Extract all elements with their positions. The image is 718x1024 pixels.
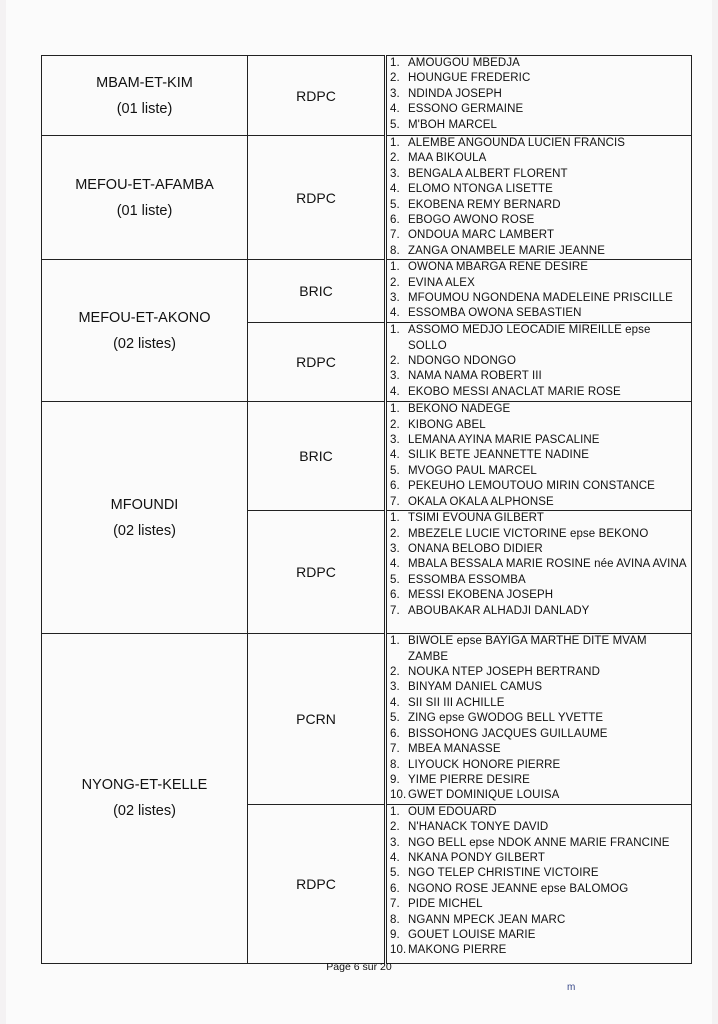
candidate-number: 1. bbox=[390, 805, 400, 818]
candidate-number: 6. bbox=[390, 727, 400, 740]
candidate-item bbox=[387, 542, 691, 557]
candidate-item bbox=[387, 588, 691, 603]
party-name: PCRN bbox=[248, 634, 386, 804]
candidate-name: NDINDA JOSEPH bbox=[408, 87, 502, 100]
list-count: (01 liste) bbox=[116, 202, 173, 219]
candidate-number: 3. bbox=[390, 836, 400, 849]
candidate-list bbox=[387, 402, 691, 510]
candidate-item bbox=[387, 604, 691, 619]
candidate-item bbox=[387, 385, 691, 400]
candidate-number: 1. bbox=[390, 635, 400, 648]
candidate-name: NGONO ROSE JEANNE epse BALOMOG bbox=[408, 882, 629, 895]
candidate-item bbox=[387, 897, 691, 912]
candidate-item bbox=[387, 464, 691, 479]
candidate-item bbox=[387, 773, 691, 788]
candidate-name: NGO BELL epse NDOK ANNE MARIE FRANCINE bbox=[408, 836, 670, 849]
candidate-number: 5. bbox=[390, 464, 400, 477]
candidate-number: 4. bbox=[390, 851, 400, 864]
candidate-name: TSIMI EVOUNA GILBERT bbox=[408, 512, 544, 525]
candidate-number: 8. bbox=[390, 758, 400, 771]
candidate-item bbox=[387, 820, 691, 835]
candidate-number: 7. bbox=[390, 743, 400, 756]
candidate-item bbox=[387, 276, 691, 291]
candidate-number: 10. bbox=[390, 944, 407, 957]
candidate-name: PEKEUHO LEMOUTOUO MIRIN CONSTANCE bbox=[408, 480, 655, 493]
candidate-number: 2. bbox=[390, 418, 400, 431]
candidate-name: GOUET LOUISE MARIE bbox=[408, 928, 536, 941]
candidate-item bbox=[387, 151, 691, 166]
list-row bbox=[42, 56, 692, 136]
candidate-number: 2. bbox=[390, 666, 400, 679]
signature-mark: m bbox=[567, 982, 576, 993]
candidate-list bbox=[387, 805, 691, 959]
candidate-item bbox=[387, 167, 691, 182]
candidate-number: 2. bbox=[390, 355, 400, 368]
candidate-name: MBEZELE LUCIE VICTORINE epse BEKONO bbox=[408, 527, 649, 540]
candidate-item bbox=[387, 557, 691, 572]
candidate-name: MESSI EKOBENA JOSEPH bbox=[408, 589, 554, 602]
party-name: BRIC bbox=[248, 402, 386, 511]
candidate-list bbox=[387, 260, 691, 322]
candidate-item bbox=[387, 102, 691, 117]
candidate-name: M'BOH MARCEL bbox=[408, 118, 498, 131]
candidate-number: 3. bbox=[390, 370, 400, 383]
candidate-item bbox=[387, 306, 691, 321]
candidate-name: ZANGA ONAMBELE MARIE JEANNE bbox=[408, 244, 605, 257]
party-name: RDPC bbox=[248, 323, 386, 402]
candidate-item bbox=[387, 573, 691, 588]
candidate-number: 6. bbox=[390, 214, 400, 227]
candidate-name: ESSOMBA OWONA SEBASTIEN bbox=[408, 307, 582, 320]
party-name: RDPC bbox=[248, 136, 386, 260]
candidate-number: 3. bbox=[390, 167, 400, 180]
candidate-list-cell bbox=[386, 260, 692, 323]
candidate-number: 2. bbox=[390, 152, 400, 165]
candidate-number: 1. bbox=[390, 512, 400, 525]
candidate-item bbox=[387, 851, 691, 866]
candidate-name: LEMANA AYINA MARIE PASCALINE bbox=[408, 434, 600, 447]
candidate-name: MAKONG PIERRE bbox=[408, 944, 507, 957]
candidate-item bbox=[387, 742, 691, 757]
candidate-number: 3. bbox=[390, 543, 400, 556]
candidate-number: 5. bbox=[390, 712, 400, 725]
candidate-item bbox=[387, 758, 691, 773]
candidate-number: 4. bbox=[390, 558, 400, 571]
candidate-number: 5. bbox=[390, 867, 400, 880]
list-count: (01 liste) bbox=[116, 100, 173, 117]
candidate-number: 6. bbox=[390, 589, 400, 602]
candidate-name: EKOBO MESSI ANACLAT MARIE ROSE bbox=[408, 385, 621, 398]
candidate-name: BIWOLE epse BAYIGA MARTHE DITE MVAM ZAMBE bbox=[408, 635, 647, 663]
candidate-item bbox=[387, 711, 691, 726]
department-name: MFOUNDI bbox=[110, 496, 179, 513]
candidate-name: ALEMBE ANGOUNDA LUCIEN FRANCIS bbox=[408, 137, 626, 149]
candidate-name: MAA BIKOULA bbox=[408, 152, 487, 165]
candidate-item bbox=[387, 634, 691, 665]
candidate-number: 3. bbox=[390, 292, 400, 305]
candidate-name: MBEA MANASSE bbox=[408, 743, 501, 756]
candidate-list bbox=[387, 511, 691, 619]
candidate-item bbox=[387, 913, 691, 928]
candidate-name: ASSOMO MEDJO LEOCADIE MIREILLE epse SOLLO bbox=[408, 324, 651, 352]
candidate-number: 6. bbox=[390, 480, 400, 493]
candidate-number: 2. bbox=[390, 527, 400, 540]
candidate-name: SII SII III ACHILLE bbox=[408, 696, 505, 709]
candidate-number: 1. bbox=[390, 403, 400, 416]
candidate-number: 4. bbox=[390, 183, 400, 196]
candidate-name: NKANA PONDY GILBERT bbox=[408, 851, 545, 864]
list-row bbox=[42, 634, 692, 804]
candidate-name: ZING epse GWODOG BELL YVETTE bbox=[408, 712, 604, 725]
candidate-name: BINYAM DANIEL CAMUS bbox=[408, 681, 543, 694]
candidate-number: 1. bbox=[390, 324, 400, 337]
list-count: (02 listes) bbox=[113, 335, 176, 352]
candidate-item bbox=[387, 696, 691, 711]
candidate-number: 9. bbox=[390, 773, 400, 786]
candidate-name: BEKONO NADEGE bbox=[408, 403, 511, 416]
candidate-name: MVOGO PAUL MARCEL bbox=[408, 464, 537, 477]
candidate-number: 8. bbox=[390, 244, 400, 257]
candidate-name: OUM EDOUARD bbox=[408, 805, 497, 818]
candidate-number: 3. bbox=[390, 87, 400, 100]
candidate-list-cell bbox=[386, 804, 692, 963]
candidate-item bbox=[387, 495, 691, 510]
candidate-name: KIBONG ABEL bbox=[408, 418, 486, 431]
candidate-name: EBOGO AWONO ROSE bbox=[408, 214, 535, 227]
list-row bbox=[42, 260, 692, 323]
candidate-name: EVINA ALEX bbox=[408, 276, 475, 289]
candidate-number: 3. bbox=[390, 434, 400, 447]
candidate-name: NAMA NAMA ROBERT III bbox=[408, 370, 542, 383]
candidate-name: BISSOHONG JACQUES GUILLAUME bbox=[408, 727, 608, 740]
candidate-item bbox=[387, 87, 691, 102]
candidate-item bbox=[387, 323, 691, 354]
candidate-name: HOUNGUE FREDERIC bbox=[408, 72, 531, 85]
candidate-item bbox=[387, 788, 691, 803]
candidate-list-cell bbox=[386, 634, 692, 804]
candidate-lists-table bbox=[41, 55, 692, 964]
department-name: MEFOU-ET-AKONO bbox=[78, 309, 211, 326]
candidate-list-cell bbox=[386, 323, 692, 402]
candidate-name: PIDE MICHEL bbox=[408, 898, 483, 911]
candidate-number: 7. bbox=[390, 898, 400, 911]
candidate-item bbox=[387, 448, 691, 463]
candidate-list bbox=[387, 323, 691, 400]
candidate-item bbox=[387, 71, 691, 86]
department-cell bbox=[42, 56, 248, 136]
candidate-item bbox=[387, 213, 691, 228]
candidate-name: EKOBENA REMY BERNARD bbox=[408, 198, 561, 211]
candidate-name: ELOMO NTONGA LISETTE bbox=[408, 183, 553, 196]
candidate-item bbox=[387, 198, 691, 213]
candidate-name: GWET DOMINIQUE LOUISA bbox=[408, 789, 560, 802]
list-row bbox=[42, 136, 692, 260]
candidate-name: ESSOMBA ESSOMBA bbox=[408, 573, 526, 586]
candidate-name: NGO TELEP CHRISTINE VICTOIRE bbox=[408, 867, 599, 880]
candidate-item bbox=[387, 866, 691, 881]
candidate-item bbox=[387, 882, 691, 897]
candidate-number: 8. bbox=[390, 913, 400, 926]
candidate-name: ABOUBAKAR ALHADJI DANLADY bbox=[408, 604, 590, 617]
department-name: MBAM-ET-KIM bbox=[96, 74, 193, 91]
candidate-item bbox=[387, 479, 691, 494]
candidate-number: 4. bbox=[390, 103, 400, 116]
candidate-name: NDONGO NDONGO bbox=[408, 355, 516, 368]
candidate-number: 10. bbox=[390, 789, 407, 802]
candidate-number: 4. bbox=[390, 449, 400, 462]
party-name: BRIC bbox=[248, 260, 386, 323]
candidate-number: 4. bbox=[390, 696, 400, 709]
candidate-number: 5. bbox=[390, 198, 400, 211]
candidate-item bbox=[387, 369, 691, 384]
department-name: NYONG-ET-KELLE bbox=[81, 777, 208, 794]
page-number: Page 6 sur 20 bbox=[326, 961, 392, 973]
candidate-name: ONANA BELOBO DIDIER bbox=[408, 543, 543, 556]
candidate-number: 2. bbox=[390, 72, 400, 85]
candidate-number: 1. bbox=[390, 57, 400, 69]
department-cell bbox=[42, 136, 248, 260]
candidate-item bbox=[387, 136, 691, 151]
candidate-number: 9. bbox=[390, 928, 400, 941]
candidate-number: 5. bbox=[390, 118, 400, 131]
candidate-name: SILIK BETE JEANNETTE NADINE bbox=[408, 449, 589, 462]
party-name: RDPC bbox=[248, 511, 386, 634]
candidate-name: MBALA BESSALA MARIE ROSINE née AVINA AVINA bbox=[408, 558, 687, 571]
candidate-name: ESSONO GERMAINE bbox=[408, 103, 524, 116]
candidate-name: MFOUMOU NGONDENA MADELEINE PRISCILLE bbox=[408, 292, 673, 305]
candidate-item bbox=[387, 402, 691, 417]
department-name: MEFOU-ET-AFAMBA bbox=[75, 176, 214, 193]
department-cell bbox=[42, 402, 248, 634]
candidate-item bbox=[387, 433, 691, 448]
candidate-item bbox=[387, 511, 691, 526]
candidate-name: BENGALA ALBERT FLORENT bbox=[408, 167, 568, 180]
candidate-list-cell bbox=[386, 402, 692, 511]
candidate-number: 4. bbox=[390, 385, 400, 398]
candidate-item bbox=[387, 727, 691, 742]
candidate-item bbox=[387, 943, 691, 958]
candidate-list-cell bbox=[386, 56, 692, 136]
candidate-item bbox=[387, 291, 691, 306]
candidate-item bbox=[387, 805, 691, 820]
candidate-item bbox=[387, 56, 691, 71]
candidate-item bbox=[387, 928, 691, 943]
candidate-list bbox=[387, 136, 691, 259]
candidate-number: 5. bbox=[390, 573, 400, 586]
candidate-item bbox=[387, 228, 691, 243]
candidate-item bbox=[387, 244, 691, 259]
candidate-list-cell bbox=[386, 136, 692, 260]
candidate-list bbox=[387, 634, 691, 803]
department-cell bbox=[42, 260, 248, 402]
party-name: RDPC bbox=[248, 56, 386, 136]
candidate-number: 6. bbox=[390, 882, 400, 895]
list-count: (02 listes) bbox=[113, 522, 176, 539]
candidate-item bbox=[387, 260, 691, 275]
candidate-name: NOUKA NTEP JOSEPH BERTRAND bbox=[408, 666, 600, 679]
candidate-number: 1. bbox=[390, 137, 400, 149]
candidate-number: 3. bbox=[390, 681, 400, 694]
candidate-number: 7. bbox=[390, 495, 400, 508]
candidate-item bbox=[387, 836, 691, 851]
candidate-item bbox=[387, 418, 691, 433]
candidate-number: 7. bbox=[390, 604, 400, 617]
candidate-number: 4. bbox=[390, 307, 400, 320]
candidate-item bbox=[387, 354, 691, 369]
candidate-name: LIYOUCK HONORE PIERRE bbox=[408, 758, 561, 771]
candidate-item bbox=[387, 527, 691, 542]
candidate-name: OWONA MBARGA RENE DESIRE bbox=[408, 261, 589, 274]
candidate-item bbox=[387, 680, 691, 695]
candidate-name: ONDOUA MARC LAMBERT bbox=[408, 229, 555, 242]
candidate-name: NGANN MPECK JEAN MARC bbox=[408, 913, 566, 926]
candidate-name: N'HANACK TONYE DAVID bbox=[408, 821, 549, 834]
list-count: (02 listes) bbox=[113, 803, 176, 820]
candidate-number: 2. bbox=[390, 276, 400, 289]
candidate-item bbox=[387, 118, 691, 133]
candidate-item bbox=[387, 182, 691, 197]
candidate-number: 2. bbox=[390, 821, 400, 834]
candidate-name: OKALA OKALA ALPHONSE bbox=[408, 495, 554, 508]
party-name: RDPC bbox=[248, 804, 386, 963]
candidate-item bbox=[387, 665, 691, 680]
candidate-number: 1. bbox=[390, 261, 400, 274]
candidate-number: 7. bbox=[390, 229, 400, 242]
candidate-name: AMOUGOU MBEDJA bbox=[408, 57, 520, 69]
list-row bbox=[42, 402, 692, 511]
candidate-list bbox=[387, 56, 691, 133]
candidate-list-cell bbox=[386, 511, 692, 634]
candidate-name: YIME PIERRE DESIRE bbox=[408, 773, 530, 786]
department-cell bbox=[42, 634, 248, 963]
